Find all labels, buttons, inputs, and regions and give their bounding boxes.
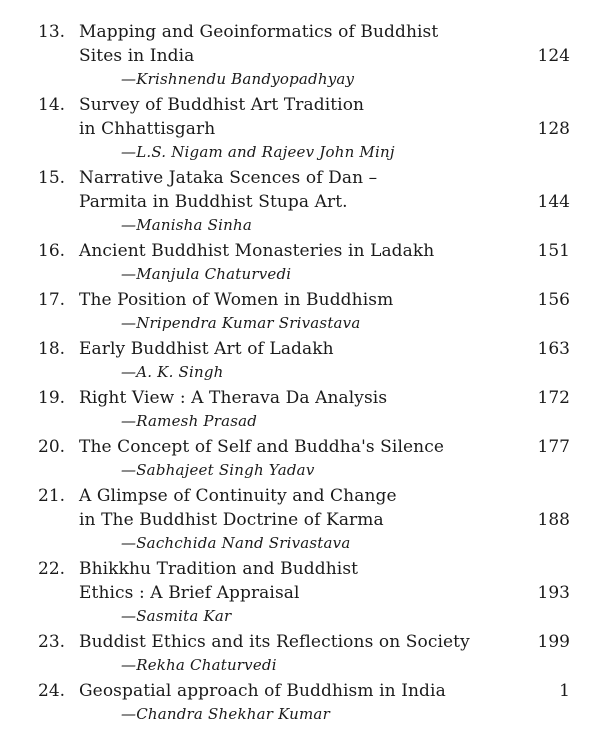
toc-entry <box>0 557 600 627</box>
entry-title-line: Buddist Ethics and its Reflections on Society <box>79 632 470 652</box>
entry-title-line: Parmita in Buddhist Stupa Art. <box>79 192 348 212</box>
entry-page-number: 128 <box>537 119 570 139</box>
entry-number: 23. <box>38 632 66 652</box>
entry-title-line: Survey of Buddhist Art Tradition <box>79 95 365 115</box>
toc-entry <box>0 166 600 236</box>
entry-number: 16. <box>38 241 66 261</box>
toc-entry <box>0 20 600 90</box>
entry-author: —Rekha Chaturvedi <box>121 656 277 674</box>
entry-author: —Ramesh Prasad <box>121 412 258 430</box>
entry-page-number: 163 <box>537 339 570 359</box>
toc-entry <box>0 484 600 554</box>
entry-author: —Sabhajeet Singh Yadav <box>121 461 315 479</box>
entry-page-number: 144 <box>537 192 570 212</box>
entry-title-line: Ethics : A Brief Appraisal <box>79 583 300 603</box>
entry-page-number: 199 <box>537 632 570 652</box>
entry-page-number: 188 <box>537 510 570 530</box>
entry-title-line: Early Buddhist Art of Ladakh <box>79 339 334 359</box>
entry-title-line: Right View : A Therava Da Analysis <box>79 388 388 408</box>
toc-entry <box>0 337 600 383</box>
entry-author: —Manjula Chaturvedi <box>121 265 292 283</box>
entry-page-number: 151 <box>537 241 570 261</box>
entry-title-line: in The Buddhist Doctrine of Karma <box>79 510 384 530</box>
entry-title-line: Mapping and Geoinformatics of Buddhist <box>79 22 439 42</box>
entry-author: —Chandra Shekhar Kumar <box>121 705 330 723</box>
entry-number: 14. <box>38 95 66 115</box>
entry-page-number: 193 <box>537 583 570 603</box>
entry-title-line: A Glimpse of Continuity and Change <box>79 486 397 506</box>
entry-number: 20. <box>38 437 66 457</box>
entry-page-number: 124 <box>537 46 570 66</box>
entry-title-line: Ancient Buddhist Monasteries in Ladakh <box>79 241 435 261</box>
toc-entry <box>0 288 600 334</box>
entry-page-number: 156 <box>537 290 570 310</box>
toc-entry <box>0 679 600 725</box>
entry-author: —A. K. Singh <box>121 363 224 381</box>
entry-title-line: Geospatial approach of Buddhism in India <box>79 681 446 701</box>
entry-author: —Nripendra Kumar Srivastava <box>121 314 361 332</box>
entry-author: —Sachchida Nand Srivastava <box>121 534 351 552</box>
table-of-contents <box>0 20 600 728</box>
entry-number: 15. <box>38 168 66 188</box>
entry-author: —L.S. Nigam and Rajeev John Minj <box>121 143 395 161</box>
entry-number: 19. <box>38 388 66 408</box>
entry-author: —Manisha Sinha <box>121 216 252 234</box>
entry-author: —Sasmita Kar <box>121 607 232 625</box>
toc-entry <box>0 386 600 432</box>
entry-number: 18. <box>38 339 66 359</box>
toc-entry <box>0 239 600 285</box>
toc-entry <box>0 630 600 676</box>
entry-title-line: Narrative Jataka Scences of Dan – <box>79 168 378 188</box>
entry-author: —Krishnendu Bandyopadhyay <box>121 70 355 88</box>
entry-title-line: The Position of Women in Buddhism <box>79 290 394 310</box>
entry-page-number: 1 <box>559 681 570 701</box>
entry-number: 24. <box>38 681 66 701</box>
entry-page-number: 177 <box>537 437 570 457</box>
entry-title-line: The Concept of Self and Buddha's Silence <box>79 437 444 457</box>
entry-number: 22. <box>38 559 66 579</box>
entry-number: 21. <box>38 486 66 506</box>
toc-entry <box>0 93 600 163</box>
entry-title-line: Sites in India <box>79 46 195 66</box>
entry-number: 13. <box>38 22 66 42</box>
entry-page-number: 172 <box>537 388 570 408</box>
entry-title-line: in Chhattisgarh <box>79 119 216 139</box>
toc-entry <box>0 435 600 481</box>
entry-number: 17. <box>38 290 66 310</box>
entry-title-line: Bhikkhu Tradition and Buddhist <box>79 559 359 579</box>
